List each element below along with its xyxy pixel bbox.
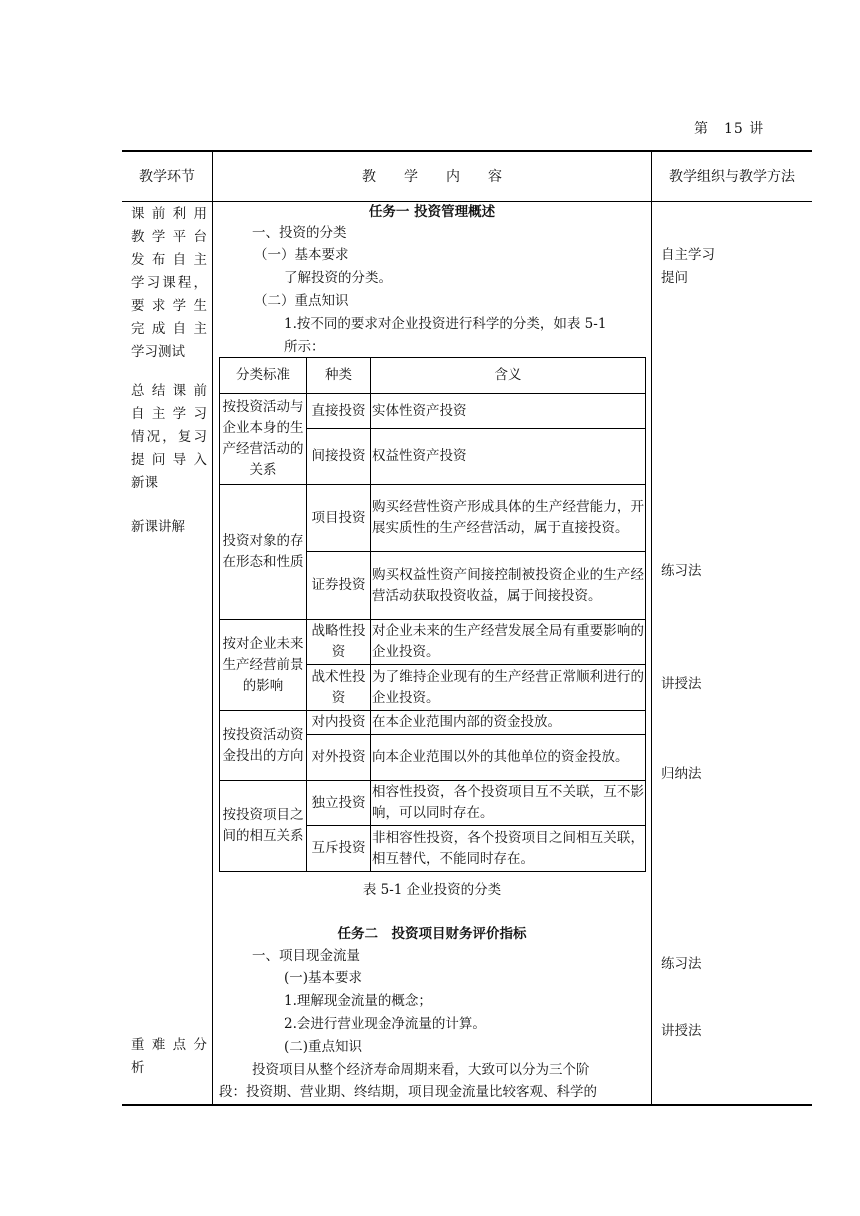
- method-lecture-2: 讲授法: [661, 1023, 702, 1039]
- classification-standard: 按投资活动与企业本身的生产经营活动的关系: [220, 394, 307, 485]
- investment-type: 互斥投资: [307, 826, 371, 872]
- header-teaching-stage: 教学环节: [139, 169, 195, 185]
- investment-type: 战略性投资: [307, 620, 371, 665]
- column-divider-1: [212, 150, 213, 1105]
- paragraph-line-2: 段：投资期、营业期、终结期，项目现金流量比较客观、科学的: [219, 1084, 597, 1100]
- investment-meaning: 对企业未来的生产经营发展全局有重要影响的企业投资。: [371, 620, 646, 665]
- investment-type: 对外投资: [307, 735, 371, 781]
- section-investment-classification: 一、投资的分类: [252, 225, 347, 241]
- stage-note-preclass: 课 前 利 用 教 学 平 台 发 布 自 主 学习课程， 要 求 学 生 完 成 自 主 学习测试: [131, 206, 207, 360]
- table-row: [220, 485, 646, 552]
- investment-type: 战术性投资: [307, 665, 371, 711]
- knowledge-point-1-line1: 1.按不同的要求对企业投资进行科学的分类，如表 5-1: [284, 316, 607, 332]
- subsection-key-knowledge-2: (二)重点知识: [284, 1039, 363, 1055]
- method-induction: 归纳法: [661, 766, 702, 782]
- classification-standard: 按对企业未来生产经营前景的影响: [220, 620, 307, 711]
- investment-type: 对内投资: [307, 711, 371, 735]
- table-bottom-border: [122, 1104, 812, 1106]
- investment-type: 独立投资: [307, 781, 371, 826]
- investment-classification-table: [219, 357, 646, 872]
- investment-meaning: 相容性投资，各个投资项目互不关联，互不影响，可以同时存在。: [371, 781, 646, 826]
- classification-standard: 按投资项目之间的相互关系: [220, 781, 307, 872]
- investment-meaning: 在本企业范围内部的资金投放。: [371, 711, 646, 735]
- task1-title: 任务一 投资管理概述: [368, 204, 496, 220]
- investment-type: 项目投资: [307, 485, 371, 552]
- investment-type: 证券投资: [307, 552, 371, 620]
- header-teaching-method: 教学组织与教学方法: [669, 169, 795, 185]
- stage-note-new-lesson: 新课讲解: [131, 519, 185, 535]
- investment-type: 间接投资: [307, 429, 371, 485]
- stage-note-key-points: 重 难 点 分 析: [131, 1037, 207, 1076]
- method-practice-2: 练习法: [661, 956, 702, 972]
- table-caption: 表 5-1 企业投资的分类: [362, 882, 502, 898]
- section-project-cash-flow: 一、项目现金流量: [252, 948, 360, 964]
- table-row: [220, 711, 646, 735]
- table-header-row: [220, 358, 646, 394]
- task2-title: 任务二 投资项目财务评价指标: [337, 926, 527, 942]
- header-teaching-content: 教 学 内 容: [362, 169, 502, 185]
- subsection-key-knowledge: （二）重点知识: [254, 293, 349, 309]
- investment-meaning: 非相容性投资，各个投资项目之间相互关联，相互替代，不能同时存在。: [371, 826, 646, 872]
- subsection-basic-requirements-2: (一)基本要求: [284, 970, 363, 986]
- table-row: [220, 781, 646, 826]
- investment-meaning: 实体性资产投资: [371, 394, 646, 429]
- investment-type: 直接投资: [307, 394, 371, 429]
- subsection-basic-requirements: （一）基本要求: [254, 247, 349, 263]
- classification-standard: 按投资活动资金投出的方向: [220, 711, 307, 781]
- requirement-item-1: 1.理解现金流量的概念；: [284, 993, 432, 1009]
- investment-meaning: 购买权益性资产间接控制被投资企业的生产经营活动获取投资收益，属于间接投资。: [371, 552, 646, 620]
- table-row: [220, 394, 646, 429]
- investment-meaning: 向本企业范围以外的其他单位的资金投放。: [371, 735, 646, 781]
- method-questioning: 提问: [661, 270, 688, 286]
- classification-standard: 投资对象的存在形态和性质: [220, 485, 307, 620]
- requirement-item-2: 2.会进行营业现金净流量的计算。: [284, 1016, 486, 1032]
- stage-note-review: 总 结 课 前 自 主 学 习 情况，复习 提 问 导 入 新课: [131, 383, 207, 491]
- knowledge-point-1-line2: 所示：: [284, 339, 325, 355]
- investment-meaning: 为了维持企业现有的生产经营正常顺利进行的企业投资。: [371, 665, 646, 711]
- method-practice-1: 练习法: [661, 563, 702, 579]
- requirement-text: 了解投资的分类。: [284, 270, 392, 286]
- table-row: [220, 620, 646, 665]
- method-lecture-1: 讲授法: [661, 676, 702, 692]
- paragraph-line-1: 投资项目从整个经济寿命周期来看，大致可以分为三个阶: [252, 1062, 590, 1078]
- column-divider-2: [651, 150, 652, 1105]
- table-header-cell: 种类: [307, 358, 371, 394]
- investment-meaning: 购买经营性资产形成具体的生产经营能力，开展实质性的生产经营活动，属于直接投资。: [371, 485, 646, 552]
- method-self-study: 自主学习: [661, 247, 715, 263]
- table-header-cell: 分类标准: [220, 358, 307, 394]
- table-header-cell: 含义: [371, 358, 646, 394]
- lecture-number: 第 15 讲: [694, 121, 765, 137]
- investment-meaning: 权益性资产投资: [371, 429, 646, 485]
